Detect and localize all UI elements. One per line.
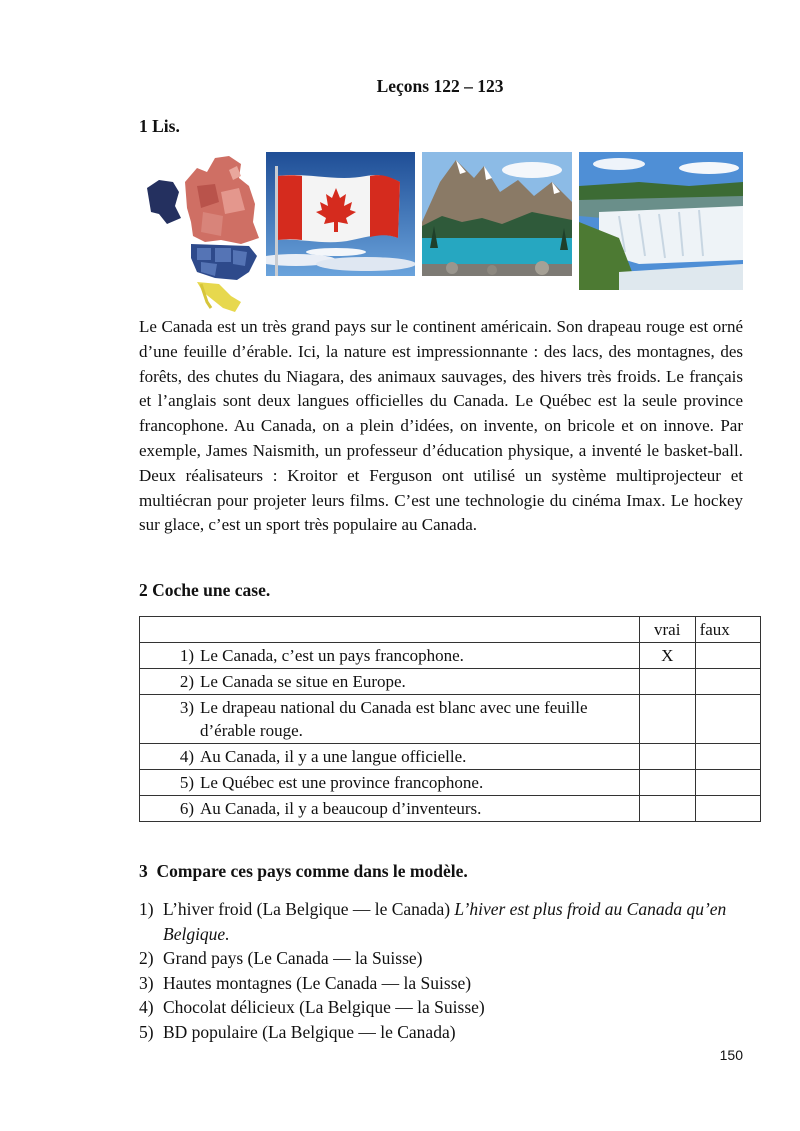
faux-checkbox-cell[interactable] [695, 770, 760, 796]
col-faux-header: faux [695, 617, 760, 643]
item-text: Hautes montagnes (Le Canada — la Suisse) [163, 972, 472, 993]
table-row [140, 796, 761, 822]
item-number: 4) [139, 997, 154, 1018]
faux-checkbox-cell[interactable] [695, 643, 760, 669]
list-item [139, 995, 759, 1020]
item-text: L’hiver froid (La Belgique — le Canada) [163, 899, 455, 919]
reading-paragraph: Le Canada est un très grand pays sur le continent américain. Son drapeau rouge est orné d’une feuille d’érable. Ici, la nature est impressionnante : des lacs, des montagnes, des forêts, des chutes du Niagara, des animaux sauvages, des hivers très froids. Le français et l’anglais sont deux langues officielles du Canada. Le Québec est la seule province francophone. Au Canada, on a plein d’idées, on invente, on bricole et on innove. Par exemple, James Naismith, un professeur d’éducation physique, a inventé le basket-ball. Deux réalisateurs : Kroitor et Ferguson ont utilisé un système multiprojecteur et multiécran pour projeter leurs films. C’est une technologie du cinéma Imax. Le hockey sur glace, c’est un sport très populaire au Canada. [139, 317, 743, 535]
statement-text: Le Québec est une province francophone. [200, 773, 484, 792]
compare-list [139, 897, 759, 1045]
item-number: 5) [139, 1021, 154, 1042]
north-america-map-image [145, 152, 263, 315]
niagara-falls-image [579, 152, 743, 290]
canada-flag-image [266, 152, 415, 276]
list-item [139, 897, 759, 946]
row-number: 2) [179, 672, 194, 691]
vrai-checkbox-cell[interactable] [639, 695, 695, 744]
list-item [139, 971, 759, 996]
faux-checkbox-cell[interactable] [695, 669, 760, 695]
section3-heading: 3 Compare ces pays comme dans le modèle. [139, 861, 468, 881]
statement-continuation: d’érable rouge. [200, 721, 303, 740]
page-title: Leçons 122 – 123 [376, 76, 504, 96]
table-header-row [140, 617, 761, 643]
item-text: BD populaire (La Belgique — le Canada) [163, 1021, 456, 1042]
statement-text: Le Canada, c’est un pays francophone. [200, 646, 464, 665]
model-answer: L’hiver est plus froid au Canada qu’en Belgique. [163, 899, 727, 944]
item-number: 2) [139, 948, 154, 969]
statement-text: Au Canada, il y a une langue officielle. [200, 747, 467, 766]
row-number: 1) [179, 646, 194, 665]
table-row [140, 669, 761, 695]
page-number: 150 [719, 1047, 743, 1063]
table-row [140, 695, 761, 744]
faux-checkbox-cell[interactable] [695, 695, 760, 744]
list-item [139, 1020, 759, 1045]
faux-checkbox-cell[interactable] [695, 796, 760, 822]
list-item [139, 946, 759, 971]
statement-text: Le drapeau national du Canada est blanc avec une feuille [200, 698, 588, 717]
item-number: 1) [139, 899, 154, 919]
item-text: Grand pays (Le Canada — la Suisse) [163, 948, 423, 969]
row-number: 4) [179, 747, 194, 766]
table-row [140, 744, 761, 770]
section1-heading: 1 Lis. [139, 116, 180, 136]
statement-text: Au Canada, il y a beaucoup d’inventeurs. [200, 799, 482, 818]
section2-heading: 2 Coche une case. [139, 580, 271, 600]
vrai-checkbox-cell[interactable] [639, 669, 695, 695]
row-number: 3) [179, 698, 194, 717]
true-false-table [139, 616, 761, 822]
statement-text: Le Canada se situe en Europe. [200, 672, 406, 691]
item-number: 3) [139, 972, 154, 993]
vrai-checkbox-cell[interactable] [639, 744, 695, 770]
moraine-lake-image [422, 152, 572, 276]
vrai-checkbox-cell[interactable]: X [639, 643, 695, 669]
table-row [140, 643, 761, 669]
row-number: 6) [179, 799, 194, 818]
item-text: Chocolat délicieux (La Belgique — la Suisse) [163, 997, 485, 1018]
vrai-checkbox-cell[interactable] [639, 770, 695, 796]
row-number: 5) [179, 773, 194, 792]
faux-checkbox-cell[interactable] [695, 744, 760, 770]
col-vrai-header: vrai [639, 617, 695, 643]
vrai-checkbox-cell[interactable] [639, 796, 695, 822]
table-row [140, 770, 761, 796]
